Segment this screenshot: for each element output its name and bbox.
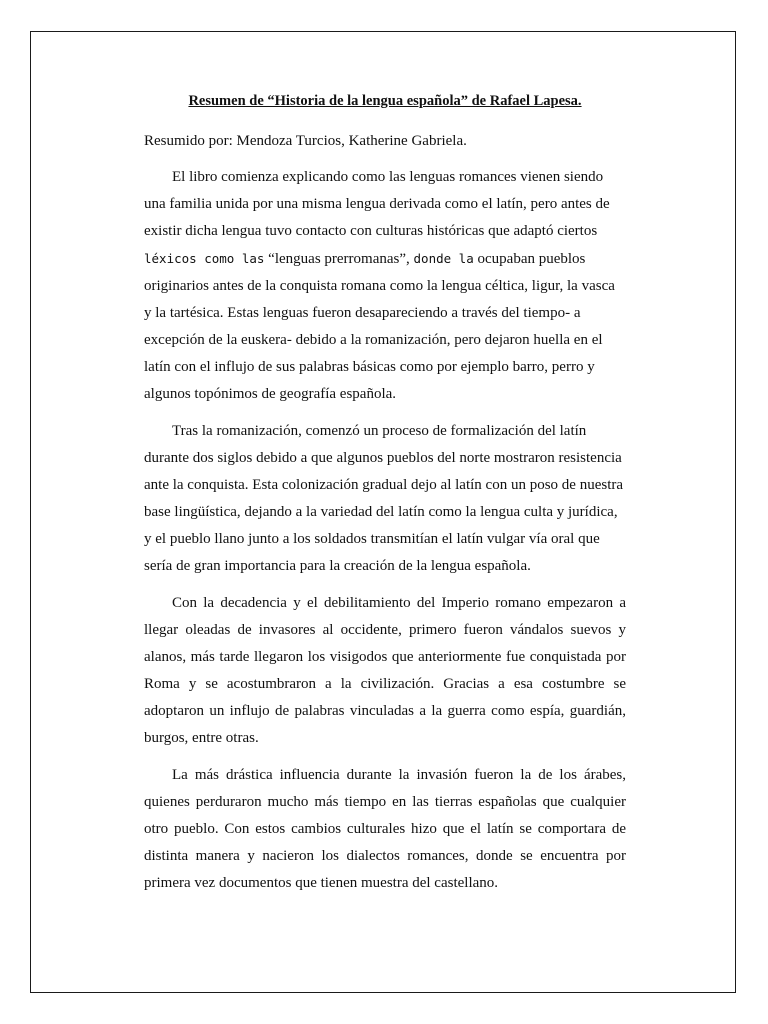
paragraph-3: Con la decadencia y el debilitamiento del Imperio romano empezaron a llegar oleadas de invasores al occidente, primero fueron vándalos suevos y alanos, más tarde llegaron los visigodos que anteriormente fue conquistada por Roma y se acostumbraron a la civilización. Gracias a esa costumbre se adoptaron un influjo de palabras vinculadas a la guerra como espía, guardián, burgos, entre otras. <box>144 595 626 746</box>
paragraph-1-mono-a: léxicos como las <box>144 251 265 266</box>
paragraph-1-text-c: ocupaban pueblos originarios antes de la conquista romana como la lengua céltica, ligur, la vasca y la tartésica. Estas lenguas fueron desapareciendo a través del tiempo- a excepción de la euskera- debido a la romanización, pero dejaron huella en el latín con el influjo de sus palabras básicas como por ejemplo barro, perro y algunos topónimos de geografía española. <box>144 251 615 402</box>
paragraph-1-mono-b: donde la <box>413 251 474 266</box>
paragraph-1-text-b: “lenguas prerromanas”, <box>264 251 414 267</box>
paragraph-4: La más drástica influencia durante la invasión fueron la de los árabes, quienes perduraron mucho más tiempo en las tierras españolas que cualquier otro pueblo. Con estos cambios culturales hizo que el latín se comportara de distinta manera y nacieron los dialectos romances, donde se encuentra por primera vez documentos que tienen muestra del castellano. <box>144 767 626 891</box>
author-line: Resumido por: Mendoza Turcios, Katherine Gabriela. <box>144 133 467 149</box>
document-title: Resumen de “Historia de la lengua española” de Rafael Lapesa. <box>188 93 582 109</box>
paragraph-1 <box>144 164 626 408</box>
paragraph-1-text-a: El libro comienza explicando como las lenguas romances vienen siendo una familia unida por una misma lengua derivada como el latín, pero antes de existir dicha lengua tuvo contacto con culturas históricas que adaptó ciertos <box>144 169 610 239</box>
paragraph-2: Tras la romanización, comenzó un proceso de formalización del latín durante dos siglos debido a que algunos pueblos del norte mostraron resistencia ante la conquista. Esta colonización gradual dejo al latín con un poso de nuestra base lingüística, dejando a la variedad del latín como la lengua culta y jurídica, y el pueblo llano junto a los soldados transmitían el latín vulgar vía oral que sería de gran importancia para la creación de la lengua española. <box>144 423 624 574</box>
document-body <box>144 90 626 907</box>
